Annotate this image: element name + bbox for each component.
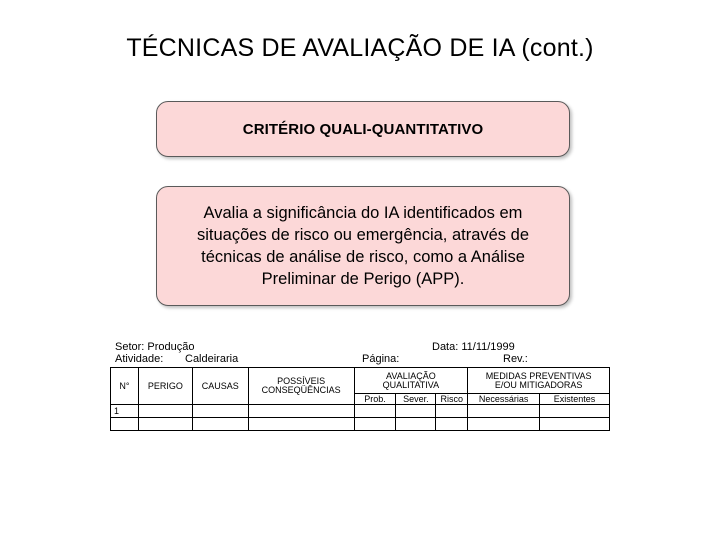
header-row: [111, 368, 610, 394]
table-cell: [248, 418, 354, 431]
data-label: Data: 11/11/1999: [432, 341, 515, 353]
table-cell: [436, 405, 468, 418]
description-box: [156, 186, 570, 306]
criterion-box: [156, 101, 570, 157]
description-text: Avalia a significância do IA identificados em situações de risco ou emergência, através de técnicas de análise de risco, como a Análise Preliminar de Perigo (APP).: [196, 204, 529, 288]
table-cell: [436, 418, 468, 431]
table-cell: [540, 405, 610, 418]
table-cell: [192, 418, 248, 431]
col-consequencias-line1: POSSÍVEIS: [277, 376, 326, 386]
col-medidas-line1: MEDIDAS PREVENTIVAS: [485, 370, 592, 381]
col-medidas-line2: E/OU MITIGADORAS: [494, 379, 583, 390]
col-avaliacao-line2: QUALITATIVA: [382, 379, 440, 390]
table-cell: [396, 418, 436, 431]
app-table: [110, 367, 610, 431]
col-consequencias: [248, 368, 354, 405]
table-cell: [540, 418, 610, 431]
table-row: [111, 405, 610, 418]
col-medidas: [468, 368, 610, 394]
sub-risco: Risco: [436, 394, 468, 405]
page-title: TÉCNICAS DE AVALIAÇÃO DE IA (cont.): [126, 34, 594, 62]
table-cell: [468, 418, 540, 431]
table-cell: [192, 405, 248, 418]
col-numero: N°: [111, 368, 139, 405]
rev-label: Rev.:: [503, 353, 528, 365]
row-number: 1: [111, 405, 139, 418]
table-cell: [248, 405, 354, 418]
sub-existentes: Existentes: [540, 394, 610, 405]
col-avaliacao-line1: AVALIAÇÃO: [386, 370, 436, 381]
table-cell: [138, 405, 192, 418]
sub-sever: Sever.: [396, 394, 436, 405]
app-form: [110, 339, 610, 433]
table-cell: [138, 418, 192, 431]
pagina-label: Página:: [362, 353, 400, 365]
atividade-label: Atividade:: [115, 353, 164, 365]
row-number: [111, 418, 139, 431]
table-cell: [354, 405, 396, 418]
table-cell: [354, 418, 396, 431]
col-perigo: PERIGO: [138, 368, 192, 405]
criterion-text: CRITÉRIO QUALI-QUANTITATIVO: [242, 120, 484, 138]
table-cell: [396, 405, 436, 418]
col-consequencias-line2: CONSEQÜÊNCIAS: [261, 385, 341, 395]
sub-prob: Prob.: [354, 394, 396, 405]
setor-label: Setor: Produção: [115, 341, 195, 353]
atividade-value: Caldeiraria: [185, 353, 239, 365]
col-avaliacao: [354, 368, 468, 394]
col-causas: CAUSAS: [192, 368, 248, 405]
table-cell: [468, 405, 540, 418]
sub-necessarias: Necessárias: [468, 394, 540, 405]
table-row: [111, 418, 610, 431]
